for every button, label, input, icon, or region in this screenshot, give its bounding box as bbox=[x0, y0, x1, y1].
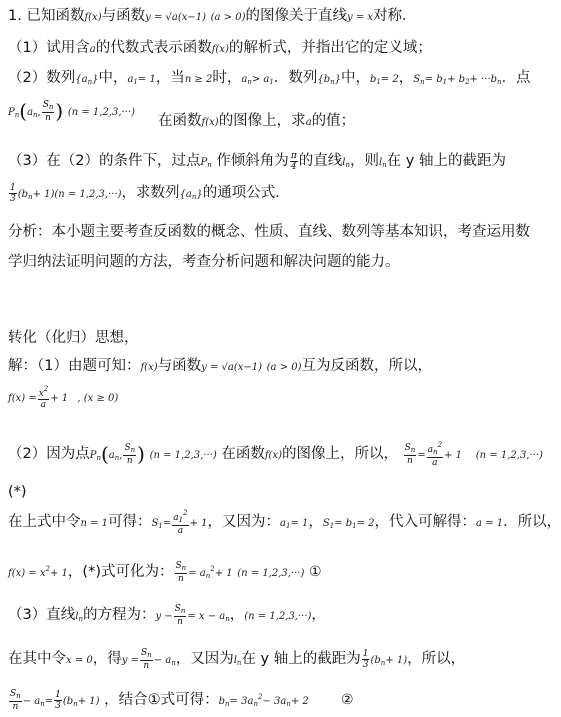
text: ．点 bbox=[501, 70, 531, 86]
math: 2 bbox=[437, 441, 443, 449]
math: b bbox=[370, 74, 377, 85]
math: {a bbox=[179, 189, 192, 200]
problem-part-1 bbox=[8, 38, 432, 60]
text: 可得： bbox=[108, 514, 152, 530]
math: n bbox=[225, 615, 230, 623]
text: ．所以， bbox=[503, 514, 561, 530]
text: ，当 bbox=[155, 70, 185, 86]
math: n bbox=[345, 161, 350, 169]
math: n bbox=[181, 563, 187, 572]
solution-line-1 bbox=[8, 356, 432, 378]
text: （3）在（2）的条件下，过点 bbox=[8, 153, 201, 169]
math: 2 bbox=[183, 509, 188, 517]
math: n bbox=[433, 448, 438, 456]
solution-fx bbox=[8, 384, 118, 412]
math: y = √a(x−1) bbox=[145, 12, 207, 23]
math: {a bbox=[75, 74, 88, 85]
equation-number: ① bbox=[308, 564, 322, 580]
fraction bbox=[172, 508, 188, 536]
text: 的图像关于直线 bbox=[245, 8, 347, 24]
math: n bbox=[147, 650, 152, 659]
solution-n1 bbox=[8, 508, 561, 539]
math: n bbox=[382, 161, 387, 169]
math: − 3a bbox=[262, 696, 287, 707]
math: π bbox=[290, 150, 297, 161]
math: x bbox=[38, 389, 44, 399]
math: S bbox=[124, 442, 131, 453]
math: n bbox=[180, 606, 186, 615]
math: n bbox=[14, 111, 20, 119]
math: a bbox=[108, 450, 115, 461]
math: {b bbox=[317, 74, 331, 85]
text: 的通项公式． bbox=[202, 185, 290, 201]
text: 在函数 bbox=[221, 446, 265, 462]
math: n bbox=[143, 660, 150, 671]
text: （1）试用含 bbox=[8, 40, 90, 56]
math: a bbox=[177, 526, 184, 536]
math: S bbox=[404, 442, 411, 453]
text: ，代入可解得： bbox=[374, 514, 477, 530]
text: 的值； bbox=[311, 113, 356, 129]
text: 转化（化归）思想， bbox=[8, 330, 139, 346]
paren: ( bbox=[19, 99, 28, 123]
text: 解：（1）由题可知： bbox=[8, 358, 141, 374]
math: = b bbox=[334, 518, 353, 529]
math: P bbox=[89, 450, 97, 461]
math: n bbox=[177, 573, 184, 584]
math: } bbox=[92, 74, 99, 85]
math: n bbox=[12, 701, 19, 712]
math: a bbox=[89, 44, 96, 55]
math: f(x) = x bbox=[8, 568, 46, 579]
text: ，结合①式可得： bbox=[104, 692, 219, 708]
math: = bbox=[44, 696, 54, 707]
fraction bbox=[123, 443, 136, 466]
text: 的方程为： bbox=[82, 607, 156, 623]
math: = x − a bbox=[187, 611, 226, 622]
math: 3 bbox=[362, 659, 369, 670]
math: + 1) bbox=[32, 189, 55, 200]
solution-intercept bbox=[8, 646, 465, 676]
fraction bbox=[140, 648, 153, 671]
math: 3 bbox=[55, 700, 61, 711]
math: + 2 bbox=[290, 696, 309, 707]
math: , (x ≥ 0) bbox=[77, 393, 119, 404]
math: P bbox=[8, 107, 15, 118]
math: − a bbox=[153, 655, 172, 666]
math: n bbox=[114, 454, 120, 462]
math: S bbox=[42, 99, 49, 110]
text: 在 y 轴上的截距为 bbox=[386, 153, 506, 169]
math: l bbox=[233, 655, 237, 666]
method-heading bbox=[8, 328, 139, 348]
math: a bbox=[432, 458, 438, 468]
text: 在 y 轴上的截距为 bbox=[241, 651, 361, 667]
math: 1 bbox=[55, 689, 61, 700]
math: = 1 bbox=[290, 518, 309, 529]
math: + 1 bbox=[214, 568, 233, 579]
math: f(x) bbox=[211, 44, 229, 55]
math: 1 bbox=[158, 522, 163, 530]
fraction bbox=[175, 561, 188, 584]
math: f(x) = bbox=[8, 393, 37, 404]
text: 的代数式表示函数 bbox=[95, 40, 212, 56]
fraction bbox=[38, 384, 50, 410]
math: n bbox=[28, 193, 33, 201]
math: + 1 bbox=[50, 568, 68, 579]
math: = b bbox=[424, 74, 443, 85]
math: n bbox=[130, 445, 136, 454]
math: (b bbox=[62, 696, 74, 707]
math: l bbox=[378, 157, 383, 168]
text: 在上式中令 bbox=[8, 514, 81, 530]
text: ．数列 bbox=[273, 70, 318, 86]
math: = bbox=[162, 518, 172, 529]
text: ，又因为： bbox=[207, 514, 280, 530]
math: y = √a(x−1) bbox=[201, 362, 263, 373]
problem-part-3 bbox=[8, 148, 506, 178]
fraction bbox=[362, 649, 370, 670]
math: 1 bbox=[352, 522, 357, 530]
math: 3 bbox=[10, 193, 16, 204]
math: a bbox=[427, 445, 434, 455]
math: a bbox=[305, 117, 312, 128]
math: + ···b bbox=[469, 74, 498, 85]
math: y − bbox=[155, 611, 173, 622]
math: (a > 0) bbox=[210, 12, 246, 23]
math: n ≥ 2 bbox=[184, 74, 213, 85]
math: S bbox=[140, 647, 148, 658]
text: （3）直线 bbox=[8, 607, 76, 623]
math: (n = 1,2,3,···) bbox=[244, 611, 312, 622]
math: y = bbox=[121, 655, 139, 666]
math: = bbox=[417, 450, 426, 461]
paren: ( bbox=[100, 442, 109, 466]
math: 1 bbox=[269, 78, 274, 86]
math: 1 bbox=[10, 182, 16, 193]
text: ， bbox=[311, 607, 326, 623]
math: n bbox=[73, 700, 78, 708]
text: 时， bbox=[212, 70, 242, 86]
paren: ) bbox=[55, 99, 64, 123]
fraction bbox=[42, 100, 55, 123]
math: 1 bbox=[133, 78, 138, 86]
text: ，求数列 bbox=[121, 185, 180, 201]
math: S bbox=[151, 518, 159, 529]
problem-part-3-cont bbox=[8, 180, 290, 210]
math: n bbox=[497, 78, 502, 86]
solution-part-2: （2）因为点$P_n(a_n$, $\frac{S_n}{n}$ ) (n = 1,2,3,···) 在函数f(x)的图像上，所以， $\frac{S_n}{n}$ = $\frac{a_n^2}{a}$ + 1 (n = 1,2,3,···) bbox=[8, 441, 543, 468]
math: n bbox=[380, 659, 386, 667]
fraction bbox=[427, 440, 443, 468]
text: （2）因为点 bbox=[8, 446, 90, 462]
math: } bbox=[334, 74, 341, 85]
math: (n = 1,2,3,···) bbox=[67, 107, 135, 118]
math: 1 bbox=[376, 78, 381, 86]
math: (b bbox=[17, 189, 29, 200]
text: 1. 已知函数 bbox=[8, 8, 85, 24]
math: n bbox=[407, 455, 413, 466]
equation-number: ② bbox=[341, 692, 354, 708]
math: 2 bbox=[257, 693, 263, 701]
math: x = 0 bbox=[66, 655, 93, 666]
math: n bbox=[33, 111, 38, 119]
text: 学归纳法证明问题的方法，考查分析问题和解决问题的能力。 bbox=[8, 254, 400, 270]
math: n bbox=[205, 572, 211, 580]
star-marker bbox=[8, 482, 27, 502]
math: n bbox=[40, 700, 45, 708]
math: a bbox=[40, 400, 47, 410]
math: b bbox=[218, 696, 226, 707]
text: （2）数列 bbox=[8, 70, 76, 86]
math: = 3a bbox=[229, 696, 254, 707]
math: 2 bbox=[45, 565, 50, 573]
math: n bbox=[177, 616, 183, 627]
math: n bbox=[286, 700, 291, 708]
text: 对称． bbox=[373, 8, 417, 24]
math: a = 1 bbox=[476, 518, 504, 529]
text: ，又因为 bbox=[175, 651, 234, 667]
text: ， bbox=[398, 70, 414, 86]
text: ，则 bbox=[349, 153, 379, 169]
math: (n = 1,2,3,···) bbox=[237, 568, 305, 579]
math: 1 bbox=[329, 522, 335, 530]
math: 1 bbox=[362, 648, 369, 659]
text: 互为反函数，所以， bbox=[301, 358, 433, 374]
math: S bbox=[174, 603, 181, 614]
math: 4 bbox=[290, 161, 297, 172]
math: f(x) bbox=[140, 362, 158, 373]
math: 1 bbox=[178, 516, 184, 524]
math: 2 bbox=[465, 78, 470, 86]
problem-part-2-cont: $P_n(a_n$, $\frac{S_n}{n}$ ) (n = 1,2,3,···) 在函数$_{f(x)}$的图像上，求$_a$的值； bbox=[8, 99, 356, 129]
math: l bbox=[342, 157, 346, 168]
solution-star-simplified bbox=[8, 556, 322, 589]
math: (n = 1,2,3,···) bbox=[54, 189, 122, 200]
text: 作倾斜角为 bbox=[216, 153, 289, 169]
text: (*) bbox=[8, 484, 27, 500]
math: n bbox=[207, 161, 212, 169]
math: S bbox=[10, 688, 17, 699]
text: ，得 bbox=[92, 651, 122, 667]
text: 分析：本小题主要考查反函数的概念、性质、直线、数列等基本知识，考查运用数 bbox=[8, 224, 530, 240]
fraction bbox=[174, 604, 187, 627]
analysis-line-1 bbox=[8, 222, 530, 242]
math: n bbox=[410, 445, 416, 454]
paren: ) bbox=[137, 442, 145, 466]
math: − a bbox=[22, 696, 41, 707]
math: } bbox=[196, 189, 203, 200]
analysis-line-2 bbox=[8, 252, 400, 272]
solution-part-3-line bbox=[8, 602, 326, 632]
math: n bbox=[48, 102, 54, 111]
fraction bbox=[9, 689, 22, 712]
math: n bbox=[45, 112, 51, 123]
math: P bbox=[200, 157, 208, 168]
fraction bbox=[9, 183, 17, 204]
math: + 1 bbox=[50, 393, 69, 404]
math: n bbox=[236, 659, 242, 667]
text: ， bbox=[308, 514, 323, 530]
problem-part-2 bbox=[8, 68, 531, 92]
math: + 1 bbox=[444, 450, 462, 461]
math: S bbox=[322, 518, 330, 529]
math: + 1) bbox=[77, 696, 100, 707]
text: 与函数 bbox=[101, 8, 146, 24]
text: 的解析式，并指出它的定义域； bbox=[228, 40, 432, 56]
math: + b bbox=[447, 74, 466, 85]
math: n bbox=[191, 193, 197, 201]
fraction bbox=[290, 151, 298, 172]
math: n bbox=[126, 455, 133, 466]
math: 1 bbox=[442, 78, 448, 86]
math: n = 1 bbox=[80, 518, 109, 529]
math: a bbox=[173, 513, 179, 523]
math: (a > 0) bbox=[266, 362, 302, 373]
text: 与函数 bbox=[157, 358, 202, 374]
fraction bbox=[404, 443, 417, 466]
math: + 1 bbox=[189, 518, 208, 529]
math: y = x bbox=[347, 12, 374, 23]
text: 在函数 bbox=[158, 113, 202, 129]
math: 2 bbox=[43, 385, 49, 393]
text: ，所以， bbox=[407, 651, 466, 667]
math: n bbox=[171, 659, 176, 667]
math: a bbox=[241, 74, 248, 85]
text: ，(*)式可化为： bbox=[67, 564, 174, 580]
math: n bbox=[87, 78, 93, 86]
math: S bbox=[175, 560, 182, 571]
math: = 2 bbox=[380, 74, 399, 85]
math: a bbox=[27, 107, 34, 118]
math: (n = 1,2,3,···) bbox=[475, 450, 543, 461]
math: = a bbox=[188, 568, 206, 579]
problem-statement-line bbox=[8, 6, 417, 28]
text: 中， bbox=[98, 70, 128, 86]
math: = 1 bbox=[137, 74, 156, 85]
text: 的图像上，求 bbox=[218, 113, 306, 129]
math: n bbox=[225, 700, 230, 708]
math: = 2 bbox=[356, 518, 375, 529]
math: + 1) bbox=[385, 655, 408, 666]
math: 2 bbox=[210, 565, 215, 573]
math: f(x) bbox=[264, 450, 282, 461]
math: n bbox=[330, 78, 335, 86]
math: n bbox=[247, 78, 252, 86]
math: n bbox=[78, 615, 83, 623]
math: l bbox=[75, 611, 79, 622]
text: ， bbox=[229, 607, 245, 623]
math: f(x) bbox=[201, 117, 219, 128]
text: 的图像上，所以， bbox=[281, 446, 398, 462]
math: a bbox=[127, 74, 134, 85]
text: 中， bbox=[341, 70, 370, 86]
solution-bn bbox=[8, 684, 354, 717]
math: (b bbox=[370, 655, 381, 666]
math: > a bbox=[251, 74, 270, 85]
math: S bbox=[413, 74, 421, 85]
math: n bbox=[420, 78, 425, 86]
math: 1 bbox=[285, 522, 291, 530]
math: f(x) bbox=[84, 12, 102, 23]
math: (n = 1,2,3,···) bbox=[149, 450, 217, 461]
math: n bbox=[16, 691, 21, 700]
text: 的直线 bbox=[298, 153, 343, 169]
math: a bbox=[280, 518, 286, 529]
math: n bbox=[96, 454, 101, 462]
fraction bbox=[54, 690, 62, 711]
math: n bbox=[253, 700, 258, 708]
text: 在其中令 bbox=[8, 651, 66, 667]
